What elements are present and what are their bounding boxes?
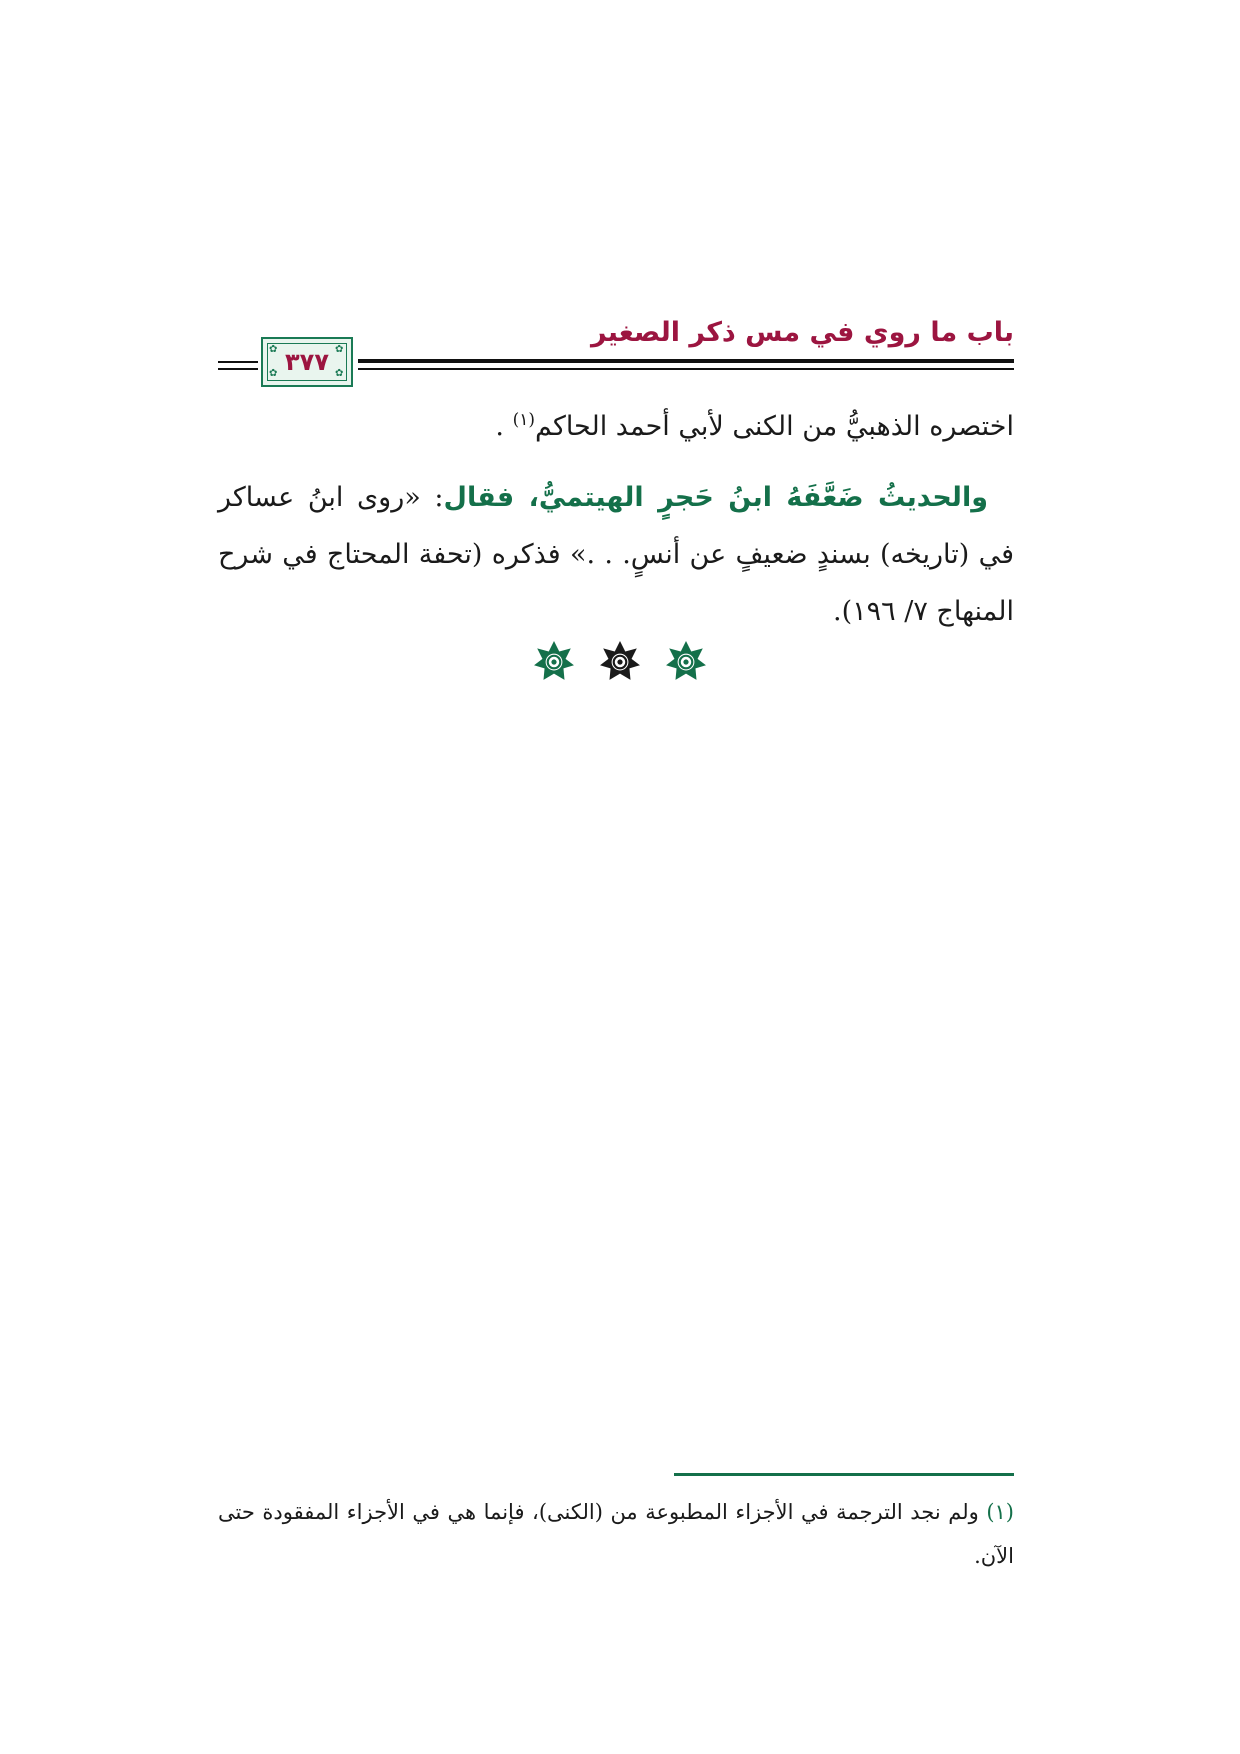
page-number-badge — [261, 337, 353, 387]
footnote-separator — [674, 1473, 1014, 1476]
paragraph — [218, 469, 1014, 640]
footnote-text: ولم نجد الترجمة في الأجزاء المطبوعة من (الكنى)، فإنما هي في الأجزاء المفقودة حتى الآن. — [218, 1500, 1014, 1568]
section-divider-ornaments — [0, 640, 1240, 690]
badge-corner-ornament-icon: ✿ — [335, 368, 344, 379]
paragraph-end: . — [495, 411, 513, 442]
paragraph-text: «روى ابنُ عساكر في (تاريخه) بسندٍ ضعيفٍ عن أنسٍ. . .» فذكره (تحفة المحتاج في شرح المنهاج ٧/ ١٩٦). — [218, 482, 1014, 627]
header-rule-left-thin — [218, 368, 258, 370]
green-star-ornament-icon — [665, 640, 707, 682]
paragraph — [218, 398, 1014, 455]
black-star-ornament-icon — [599, 640, 641, 682]
green-star-ornament-icon — [533, 640, 575, 682]
page-number: ٣٧٧ — [285, 348, 329, 376]
header-rule-left-thick — [218, 361, 258, 363]
running-header — [218, 308, 1014, 388]
footnote — [218, 1490, 1014, 1578]
emphasized-text: والحديثُ ضَعَّفَهُ ابنُ حَجرٍ الهيتميُّ، فقال — [443, 482, 988, 513]
header-rule-thin — [358, 368, 1014, 370]
footnote-reference[interactable]: (١) — [512, 410, 535, 430]
body-text — [218, 398, 1014, 640]
footnote-marker: (١) — [986, 1500, 1014, 1524]
colon: : — [420, 482, 444, 513]
paragraph-text: اختصره الذهبيُّ من الكنى لأبي أحمد الحاكم — [535, 411, 1014, 442]
chapter-title: باب ما روي في مس ذكر الصغير — [590, 317, 1014, 348]
header-rule-thick — [358, 359, 1014, 363]
badge-corner-ornament-icon: ✿ — [269, 344, 278, 355]
badge-corner-ornament-icon: ✿ — [335, 344, 344, 355]
badge-corner-ornament-icon: ✿ — [269, 368, 278, 379]
